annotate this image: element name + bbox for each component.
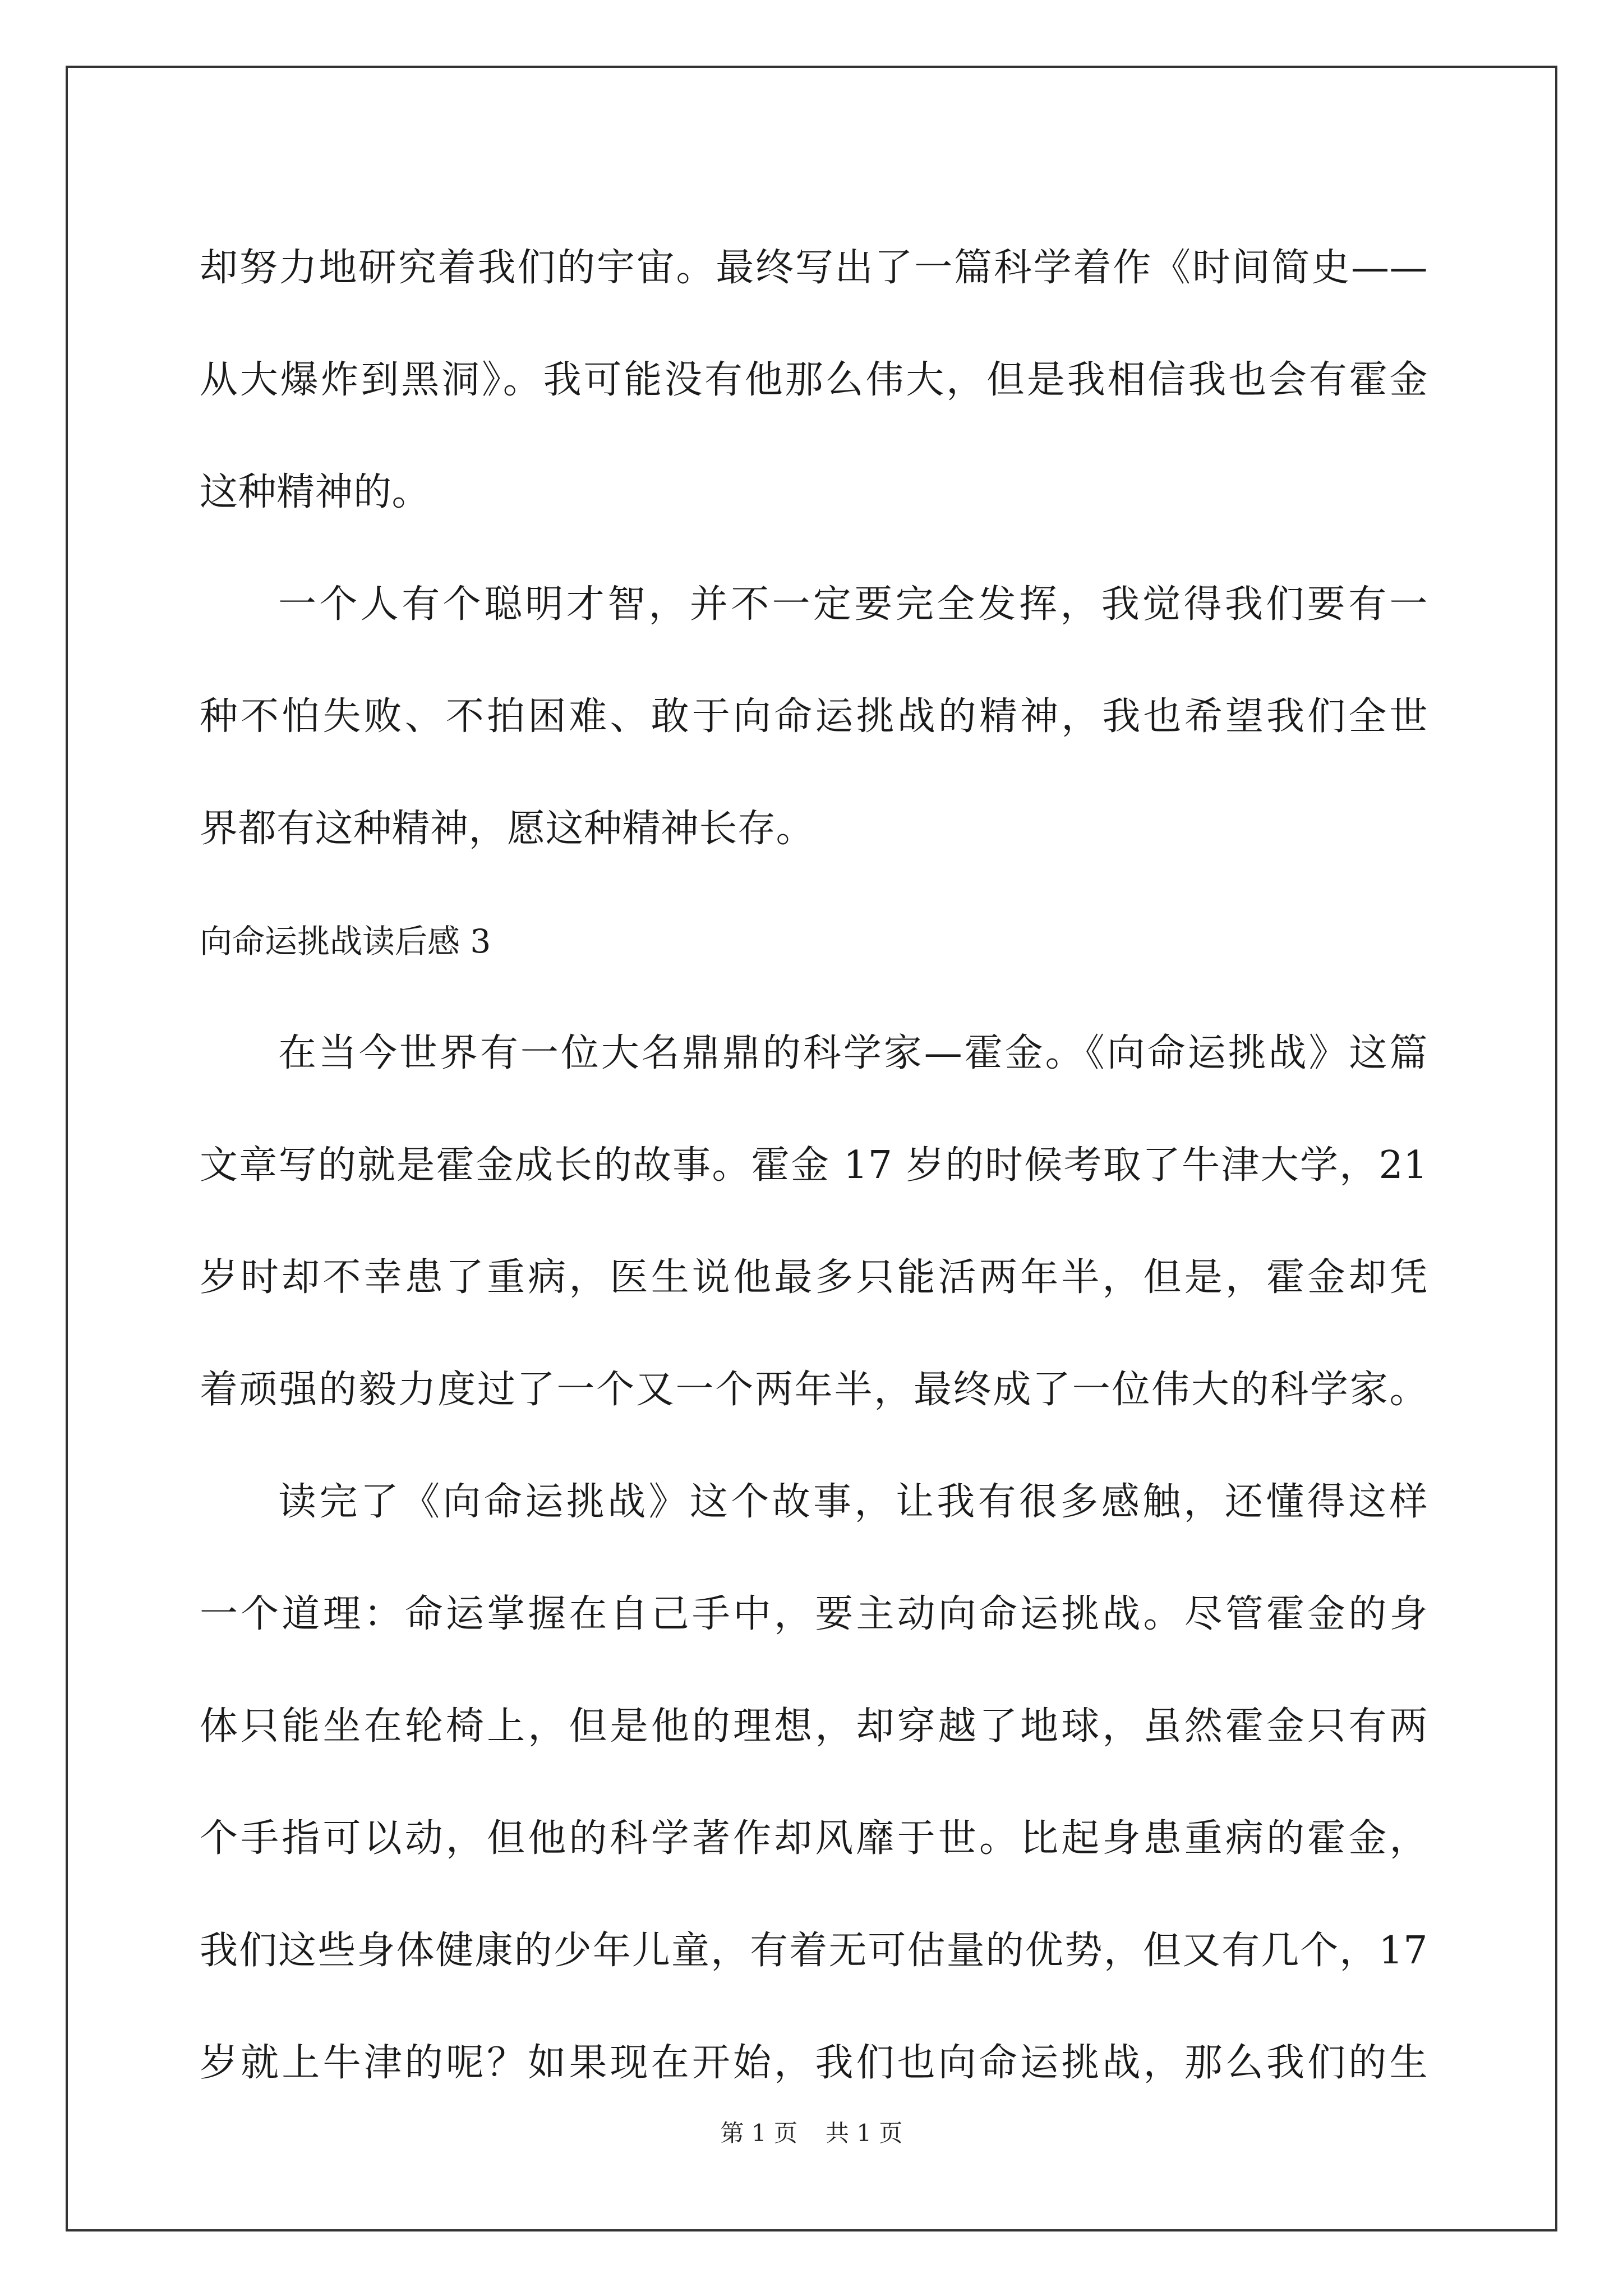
text-line: 这种精神的。 [200, 470, 431, 514]
document-body [200, 212, 1428, 2119]
page-total: 共 1 页 [826, 2119, 903, 2147]
page-footer [0, 2115, 1623, 2148]
text-line: 却努力地研究着我们的宇宙。最终写出了一篇科学着作《时间简史—— [200, 246, 1428, 290]
page-number: 第 1 页 [720, 2119, 797, 2147]
paragraph-first-line: 读完了《向命运挑战》这个故事，让我有很多感触，还懂得这样 [278, 1480, 1428, 1524]
text-line: 界都有这种精神，愿这种精神长存。 [200, 807, 815, 851]
paragraph-first-line: 在当今世界有一位大名鼎鼎的科学家—霍金。《向命运挑战》这篇 [278, 1031, 1428, 1075]
text-line: 体只能坐在轮椅上，但是他的理想，却穿越了地球，虽然霍金只有两 [200, 1704, 1428, 1749]
text-line: 从大爆炸到黑洞》。我可能没有他那么伟大，但是我相信我也会有霍金 [200, 358, 1428, 402]
text-line: 我们这些身体健康的少年儿童，有着无可估量的优势，但又有几个，17 [200, 1929, 1428, 1973]
text-line: 岁时却不幸患了重病，医生说他最多只能活两年半，但是，霍金却凭 [200, 1255, 1428, 1300]
section-heading: 向命运挑战读后感 3 [200, 922, 491, 960]
paragraph-first-line: 一个人有个聪明才智，并不一定要完全发挥，我觉得我们要有一 [278, 582, 1428, 627]
text-line: 岁就上牛津的呢？如果现在开始，我们也向命运挑战，那么我们的生 [200, 2041, 1428, 2085]
text-line: 文章写的就是霍金成长的故事。霍金 17 岁的时候考取了牛津大学，21 [200, 1143, 1428, 1188]
text-line: 种不怕失败、不拍困难、敢于向命运挑战的精神，我也希望我们全世 [200, 694, 1428, 739]
text-line: 一个道理：命运掌握在自己手中，要主动向命运挑战。尽管霍金的身 [200, 1592, 1428, 1636]
text-line: 着顽强的毅力度过了一个又一个两年半，最终成了一位伟大的科学家。 [200, 1368, 1428, 1412]
text-line: 个手指可以动，但他的科学著作却风靡于世。比起身患重病的霍金， [200, 1816, 1428, 1861]
